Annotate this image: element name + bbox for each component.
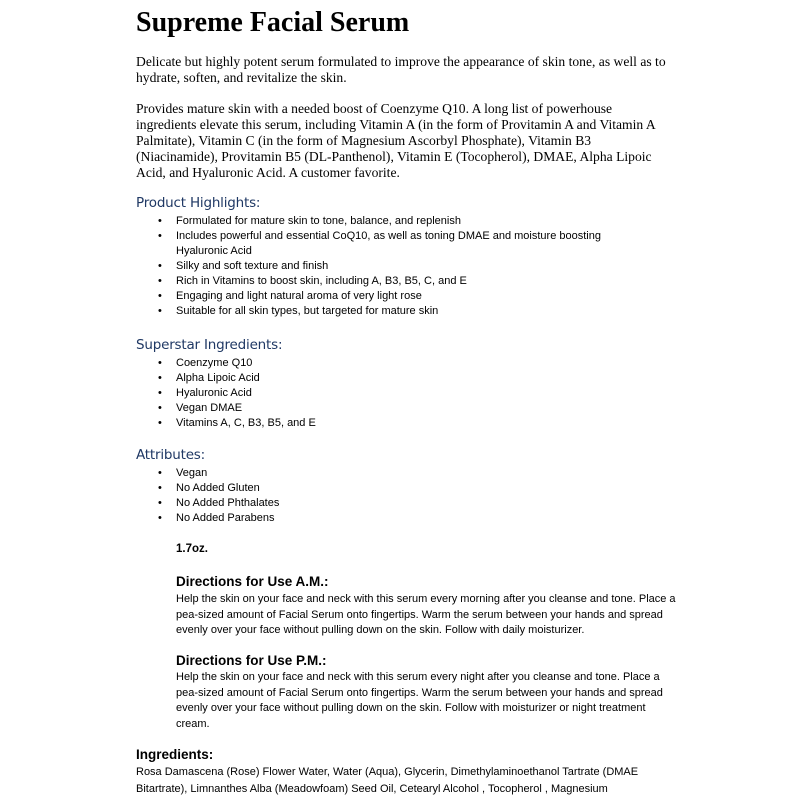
bullet-icon: • <box>158 417 162 429</box>
page-title: Supreme Facial Serum <box>136 7 410 38</box>
bullet-icon: • <box>158 482 162 494</box>
bullet-icon: • <box>158 387 162 399</box>
bullet-icon: • <box>158 305 162 317</box>
directions-pm-heading: Directions for Use P.M.: <box>176 653 327 668</box>
list-item: • Includes powerful and essential CoQ10, as well as toning DMAE and moisture boosting Hyaluronic Acid <box>158 230 601 257</box>
list-item: • No Added Parabens <box>158 512 275 524</box>
list-item: • Engaging and light natural aroma of very light rose <box>158 290 422 302</box>
bullet-icon: • <box>158 230 162 242</box>
directions-pm-text: Help the skin on your face and neck with this serum every night after you cleanse and tone. Place a pea-sized amount of Facial Serum onto fingertips. Warm the serum between your hands and spread evenly over your face without pulling down on the skin. Follow with moisturizer or night treatment cream. <box>176 671 663 730</box>
bullet-icon: • <box>158 497 162 509</box>
bullet-icon: • <box>158 512 162 524</box>
product-size: 1.7oz. <box>176 543 208 555</box>
list-item: • Vegan <box>158 467 208 479</box>
bullet-icon: • <box>158 275 162 287</box>
attributes-list <box>136 466 616 526</box>
ingredients-text: Rosa Damascena (Rose) Flower Water, Water (Aqua), Glycerin, Dimethylaminoethanol Tartrate (DMAE Bitartrate), Limnanthes Alba (Meadowfoam) Seed Oil, Cetearyl Alcohol , Tocopherol , Magnesium <box>136 766 639 795</box>
superstar-ingredients-list <box>136 356 616 431</box>
list-item: • Vegan DMAE <box>158 402 243 414</box>
list-item: • Formulated for mature skin to tone, balance, and replenish <box>158 215 461 227</box>
directions-am-text: Help the skin on your face and neck with this serum every morning after you cleanse and tone. Place a pea-sized amount of Facial Serum onto fingertips. Warm the serum between your hands and spread evenly over your face without pulling down on the skin. Follow with daily moisturizer. <box>176 593 676 636</box>
bullet-icon: • <box>158 372 162 384</box>
ingredients-heading: Ingredients: <box>136 747 214 762</box>
list-item: • Coenzyme Q10 <box>158 357 253 369</box>
list-item: • No Added Gluten <box>158 482 260 494</box>
list-item: • Silky and soft texture and finish <box>158 260 329 272</box>
intro-paragraph-2: Provides mature skin with a needed boost of Coenzyme Q10. A long list of powerhouse ingredients elevate this serum, including Vitamin A (in the form of Provitamin A and Vitamin A Palmitate), Vitamin C (in the form of Magnesium Ascorbyl Phosphate), Vitamin B3 (Niacinamide), Provitamin B5 (DL-Panthenol), Vitamin E (Tocopherol), DMAE, Alpha Lipoic Acid, and Hyaluronic Acid. A customer favorite. <box>136 101 655 180</box>
product-highlights-heading: Product Highlights: <box>136 195 261 211</box>
bullet-icon: • <box>158 290 162 302</box>
list-item: • Vitamins A, C, B3, B5, and E <box>158 417 316 429</box>
bullet-icon: • <box>158 467 162 479</box>
directions-am-heading: Directions for Use A.M.: <box>176 574 329 589</box>
product-highlights-list <box>136 214 616 319</box>
bullet-icon: • <box>158 215 162 227</box>
attributes-heading: Attributes: <box>136 447 205 463</box>
bullet-icon: • <box>158 260 162 272</box>
superstar-ingredients-heading: Superstar Ingredients: <box>136 337 283 353</box>
list-item: • No Added Phthalates <box>158 497 280 509</box>
list-item: • Suitable for all skin types, but targeted for mature skin <box>158 305 439 317</box>
bullet-icon: • <box>158 402 162 414</box>
list-item: • Hyaluronic Acid <box>158 387 252 399</box>
bullet-icon: • <box>158 357 162 369</box>
intro-paragraph-1: Delicate but highly potent serum formulated to improve the appearance of skin tone, as well as to hydrate, soften, and revitalize the skin. <box>136 54 666 85</box>
list-item: • Rich in Vitamins to boost skin, including A, B3, B5, C, and E <box>158 275 467 287</box>
list-item: • Alpha Lipoic Acid <box>158 372 260 384</box>
